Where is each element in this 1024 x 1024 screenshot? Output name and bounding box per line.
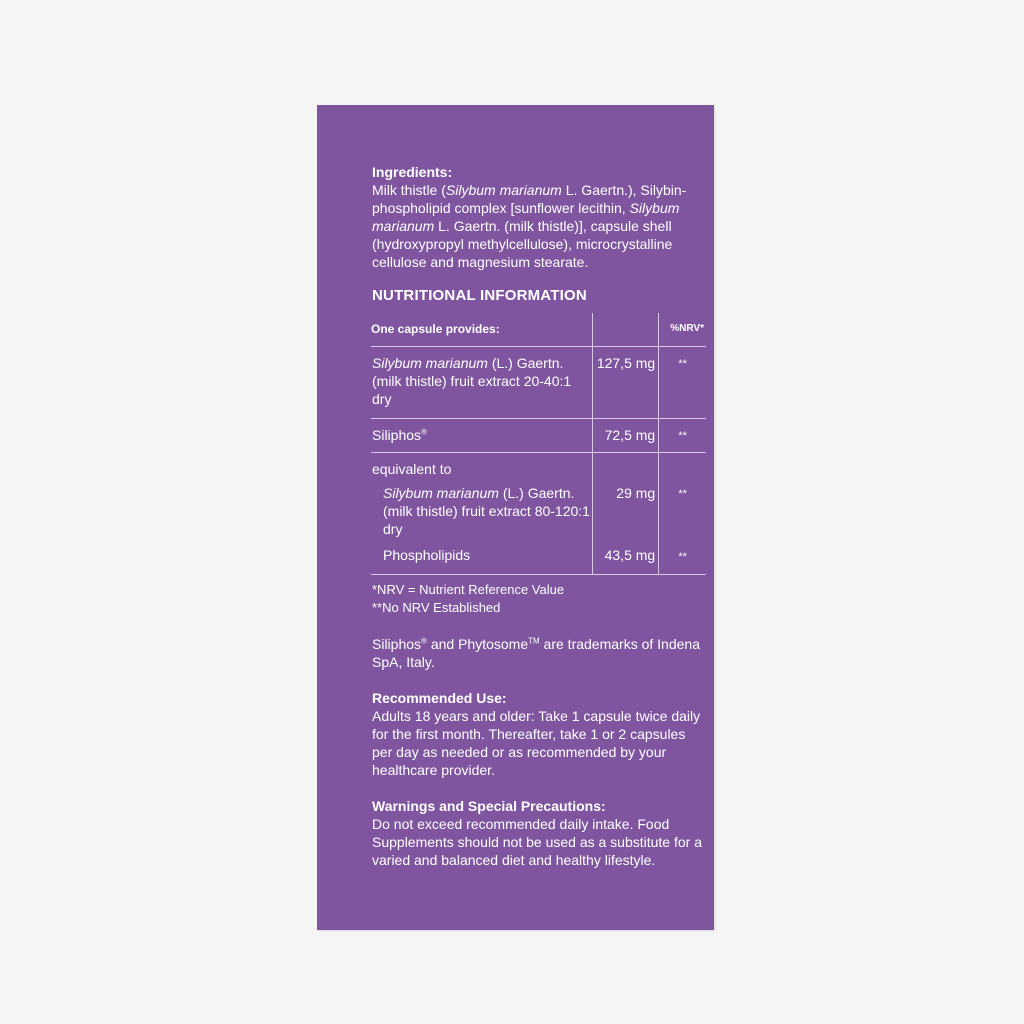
trademark-part: Siliphos [372,636,422,652]
ingredients-latin-name: Silybum marianum [445,182,562,198]
warnings-heading: Warnings and Special Precautions: [372,798,606,814]
nutrition-row-extract [371,347,706,419]
trademark-notice [372,635,708,671]
product-box-panel [317,105,714,930]
empty-cell [659,453,706,483]
nutrient-name [371,482,592,546]
nutrition-row-siliphos [371,419,706,453]
ingredients-part: L. Gaertn. (milk thistle)], capsule shell (hydroxypropyl methylcellulose), microcrystalline cellulose and magnesium stearate. [372,218,673,270]
spacer [372,671,708,689]
footnote-nrv: *NRV = Nutrient Reference Value [372,582,565,597]
label-content [372,163,708,869]
warnings-text: Do not exceed recommended daily intake. Food Supplements should not be used as a substitute for a varied and balanced diet and healthy lifestyle. [372,816,702,868]
nutrient-name-rest: (L.) Gaertn. (milk thistle) fruit extract 20-40:1 dry [372,355,572,407]
nutrient-amount: 29 mg [592,482,658,546]
nutrition-nrv-header: %NRV* [659,313,706,347]
nutrition-row-equivalent [371,453,706,483]
recommended-use-text: Adults 18 years and older: Take 1 capsule twice daily for the first month. Thereafter, take 1 or 2 capsules per day as needed or as recommended by your healthcare provider. [372,708,701,778]
ingredients-text [372,181,708,271]
nutrition-row-phospholipids [371,546,706,575]
nutrient-name: Phospholipids [371,546,592,575]
empty-cell [592,453,658,483]
ingredients-latin-name: Silybum marianum [372,200,680,234]
spacer [372,617,708,635]
footnote-no-nrv: **No NRV Established [372,600,501,615]
registered-mark: ® [421,427,427,437]
trademark-mark: TM [528,636,540,646]
nutrition-header-row [371,313,706,347]
equivalent-label: equivalent to [371,453,592,483]
nutrition-title: NUTRITIONAL INFORMATION [372,287,587,304]
spacer [372,779,708,797]
nutrition-col-header: One capsule provides: [371,313,592,347]
ingredients-heading: Ingredients: [372,164,453,180]
nutrient-amount: 72,5 mg [592,419,658,453]
nutrition-table [371,313,706,575]
recommended-use-heading: Recommended Use: [372,690,507,706]
nutrient-latin-name: Silybum marianum [372,355,488,371]
nutrition-amount-header [592,313,658,347]
nutrient-name-rest: (L.) Gaertn. (milk thistle) fruit extract 80-120:1 dry [383,485,590,537]
nutrient-nrv: ** [659,419,706,453]
nutrient-nrv: ** [678,488,687,500]
trademark-part: are trademarks of Indena SpA, Italy. [372,636,700,670]
nutrition-row-silybum [371,482,706,546]
nutrient-name [371,347,592,419]
nutrient-amount: 43,5 mg [592,546,658,575]
nutrient-amount: 127,5 mg [592,347,658,419]
nutrient-latin-name: Silybum marianum [383,485,499,501]
ingredients-part: L. Gaertn.), Silybin-phospholipid complex [sunflower lecithin, [372,182,687,216]
ingredients-part: Milk thistle ( [372,182,446,198]
nutrient-nrv: ** [659,347,706,419]
registered-mark: ® [421,636,427,646]
nutrient-name-text: Siliphos [372,427,422,443]
nutrient-name [371,419,592,453]
nutrient-nrv: ** [659,546,706,575]
nrv-footnotes [372,581,708,617]
trademark-part: and Phytosome [426,636,529,652]
